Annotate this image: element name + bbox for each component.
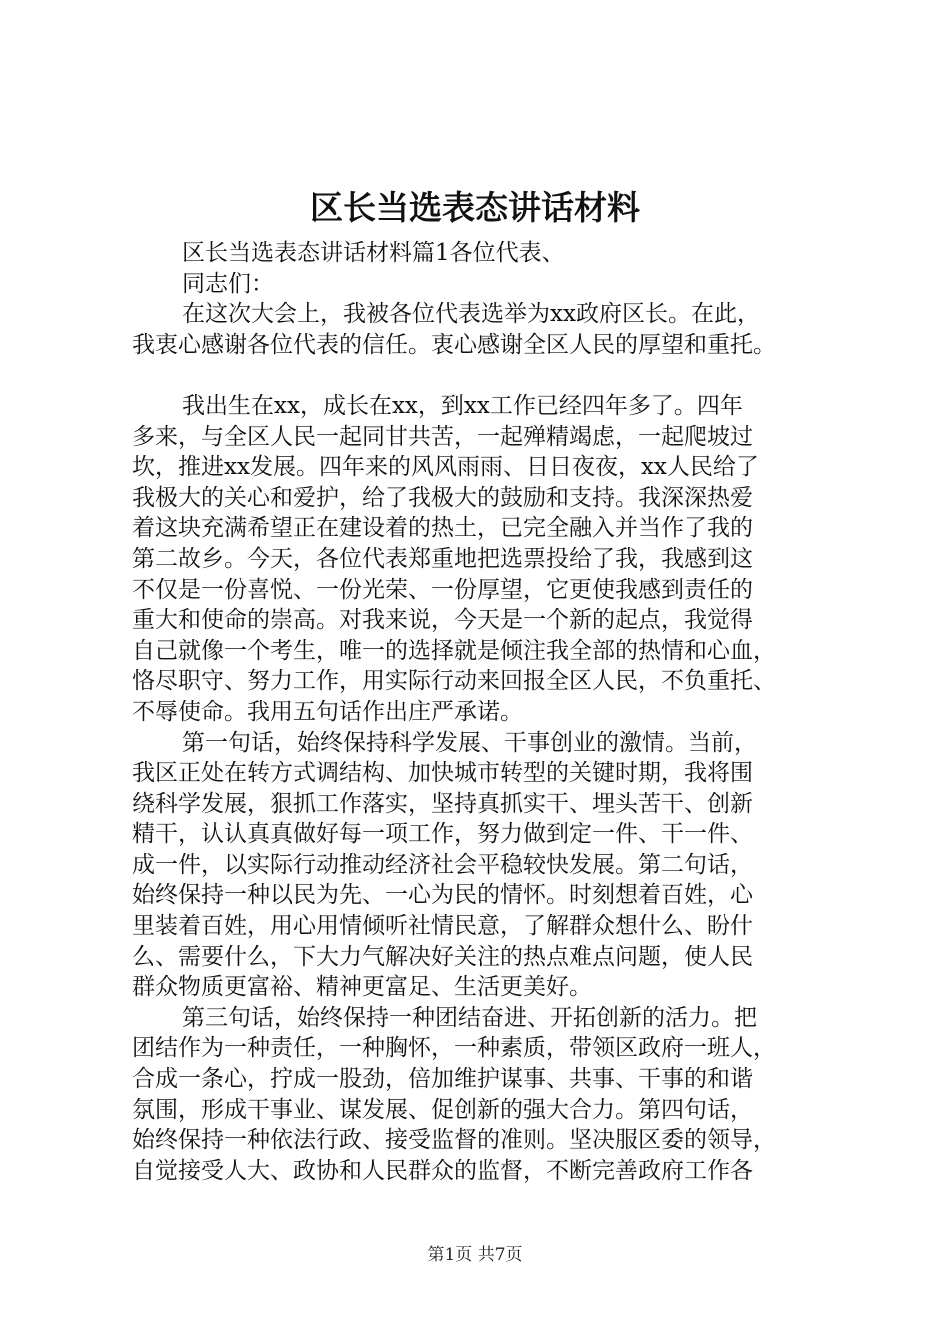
document-body (132, 238, 832, 1186)
text-line: 里装着百姓，用心用情倾听社情民意，了解群众想什么、盼什 (132, 913, 753, 940)
text-line: 区长当选表态讲话材料篇1各位代表、 (182, 240, 565, 266)
page-number: 第1页 (427, 1245, 473, 1265)
text-line: 坎，推进xx发展。四年来的风风雨雨、日日夜夜，xx人民给了 (132, 454, 759, 481)
text-line: 不辱使命。我用五句话作出庄严承诺。 (132, 698, 523, 725)
text-line: 多来，与全区人民一起同甘共苦，一起殚精竭虑，一起爬坡过 (132, 423, 753, 450)
text-line: 我衷心感谢各位代表的信任。衷心感谢全区人民的厚望和重托。 (132, 331, 776, 358)
text-line: 精干，认认真真做好每一项工作，努力做到定一件、干一件、 (132, 821, 753, 848)
text-line: 自觉接受人大、政协和人民群众的监督，不断完善政府工作各 (132, 1157, 753, 1184)
text-line: 绕科学发展，狠抓工作落实，坚持真抓实干、埋头苦干、创新 (132, 790, 753, 817)
text-line: 么、需要什么，下大力气解决好关注的热点难点问题，使人民 (132, 943, 753, 970)
page-footer (0, 1240, 950, 1265)
text-line: 氛围，形成干事业、谋发展、促创新的强大合力。第四句话， (132, 1096, 753, 1123)
text-line: 团结作为一种责任，一种胸怀，一种素质，带领区政府一班人， (132, 1035, 776, 1062)
text-line: 我极大的关心和爱护，给了我极大的鼓励和支持。我深深热爱 (132, 484, 753, 511)
text-line: 第二故乡。今天，各位代表郑重地把选票投给了我，我感到这 (132, 545, 753, 572)
text-line: 同志们： (182, 270, 274, 297)
paragraph-gap (132, 360, 832, 391)
text-line: 合成一条心，拧成一股劲，倍加维护谋事、共事、干事的和谐 (132, 1066, 753, 1093)
text-line: 我出生在xx，成长在xx，到xx工作已经四年多了。四年 (182, 392, 743, 419)
text-line: 恪尽职守、努力工作，用实际行动来回报全区人民，不负重托、 (132, 668, 776, 695)
text-line: 第一句话，始终保持科学发展、干事创业的激情。当前， (182, 729, 757, 756)
text-line: 成一件，以实际行动推动经济社会平稳较快发展。第二句话， (132, 851, 753, 878)
text-line: 自己就像一个考生，唯一的选择就是倾注我全部的热情和心血， (132, 637, 776, 664)
text-line: 始终保持一种以民为先、一心为民的情怀。时刻想着百姓，心 (132, 882, 753, 909)
text-line: 在这次大会上，我被各位代表选举为xx政府区长。在此， (182, 301, 760, 328)
text-line: 我区正处在转方式调结构、加快城市转型的关键时期，我将围 (132, 760, 753, 787)
text-line: 重大和使命的崇高。对我来说，今天是一个新的起点，我觉得 (132, 607, 753, 634)
text-line: 第三句话，始终保持一种团结奋进、开拓创新的活力。把 (182, 1004, 757, 1031)
text-line: 群众物质更富裕、精神更富足、生活更美好。 (132, 974, 592, 1001)
text-line: 着这块充满希望正在建设着的热土，已完全融入并当作了我的 (132, 515, 753, 542)
document-title: 区长当选表态讲话材料 (310, 188, 640, 227)
page-total: 共7页 (477, 1245, 523, 1265)
text-line: 始终保持一种依法行政、接受监督的准则。坚决服区委的领导， (132, 1127, 776, 1154)
text-line: 不仅是一份喜悦、一份光荣、一份厚望，它更使我感到责任的 (132, 576, 753, 603)
